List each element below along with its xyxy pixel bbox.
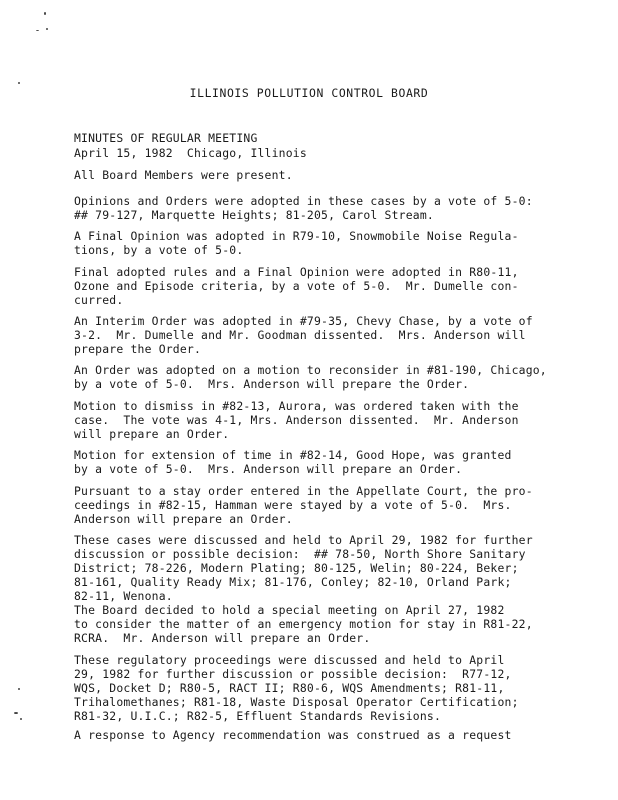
- text-line: District; 78-226, Modern Plating; 80-125, Welin; 80-224, Beker;: [74, 561, 519, 575]
- text-line: prepare the Order.: [74, 342, 202, 356]
- text-line: 81-161, Quality Ready Mix; 81-176, Conley; 82-10, Orland Park;: [74, 575, 512, 589]
- scan-speck: [18, 688, 20, 690]
- text-line: R81-32, U.I.C.; R82-5, Effluent Standards Revisions.: [74, 709, 442, 723]
- meeting-date-location: April 15, 1982 Chicago, Illinois: [74, 146, 307, 160]
- text-line: discussion or possible decision: ## 78-50, North Shore Sanitary: [74, 547, 526, 561]
- scan-speck: [14, 712, 18, 714]
- scan-speck: [46, 28, 48, 30]
- text-line: These cases were discussed and held to April 29, 1982 for further: [74, 533, 533, 547]
- text-line: will prepare an Order.: [74, 427, 230, 441]
- text-line: An Interim Order was adopted in #79-35, Chevy Chase, by a vote of: [74, 314, 533, 328]
- text-line: Motion for extension of time in #82-14, Good Hope, was granted: [74, 448, 512, 462]
- text-line: tions, by a vote of 5-0.: [74, 243, 244, 257]
- text-line: WQS, Docket D; R80-5, RACT II; R80-6, WQS Amendments; R81-11,: [74, 681, 505, 695]
- text-line: The Board decided to hold a special meeting on April 27, 1982: [74, 603, 505, 617]
- text-line: Anderson will prepare an Order.: [74, 512, 293, 526]
- scan-speck: [44, 12, 46, 15]
- text-line: ceedings in #82-15, Hamman were stayed by a vote of 5-0. Mrs.: [74, 498, 512, 512]
- text-line: curred.: [74, 293, 124, 307]
- scan-speck: [18, 82, 20, 84]
- text-line: by a vote of 5-0. Mrs. Anderson will prepare the Order.: [74, 377, 470, 391]
- text-line: A Final Opinion was adopted in R79-10, Snowmobile Noise Regula-: [74, 229, 519, 243]
- text-line: An Order was adopted on a motion to reconsider in #81-190, Chicago,: [74, 363, 547, 377]
- text-line: by a vote of 5-0. Mrs. Anderson will prepare an Order.: [74, 462, 463, 476]
- scan-speck: [36, 30, 39, 31]
- text-line: Motion to dismiss in #82-13, Aurora, was ordered taken with the: [74, 399, 519, 413]
- text-line: These regulatory proceedings were discussed and held to April: [74, 653, 505, 667]
- text-line: Ozone and Episode criteria, by a vote of 5-0. Mr. Dumelle con-: [74, 279, 519, 293]
- text-line: All Board Members were present.: [74, 168, 293, 182]
- text-line: 82-11, Wenona.: [74, 589, 173, 603]
- text-line: Pursuant to a stay order entered in the Appellate Court, the pro-: [74, 484, 533, 498]
- text-line: Final adopted rules and a Final Opinion were adopted in R80-11,: [74, 265, 519, 279]
- text-line: RCRA. Mr. Anderson will prepare an Order.: [74, 631, 371, 645]
- text-line: 3-2. Mr. Dumelle and Mr. Goodman dissented. Mrs. Anderson will: [74, 328, 526, 342]
- text-line: ## 79-127, Marquette Heights; 81-205, Carol Stream.: [74, 208, 434, 222]
- minutes-heading: MINUTES OF REGULAR MEETING: [74, 131, 258, 145]
- scan-speck: [20, 718, 22, 720]
- text-line: Opinions and Orders were adopted in these cases by a vote of 5-0:: [74, 194, 533, 208]
- text-line: A response to Agency recommendation was construed as a request: [74, 728, 512, 742]
- text-line: 29, 1982 for further discussion or possible decision: R77-12,: [74, 667, 512, 681]
- document-title: ILLINOIS POLLUTION CONTROL BOARD: [189, 86, 429, 100]
- text-line: case. The vote was 4-1, Mrs. Anderson dissented. Mr. Anderson: [74, 413, 519, 427]
- text-line: Trihalomethanes; R81-18, Waste Disposal Operator Certification;: [74, 695, 519, 709]
- text-line: to consider the matter of an emergency motion for stay in R81-22,: [74, 617, 533, 631]
